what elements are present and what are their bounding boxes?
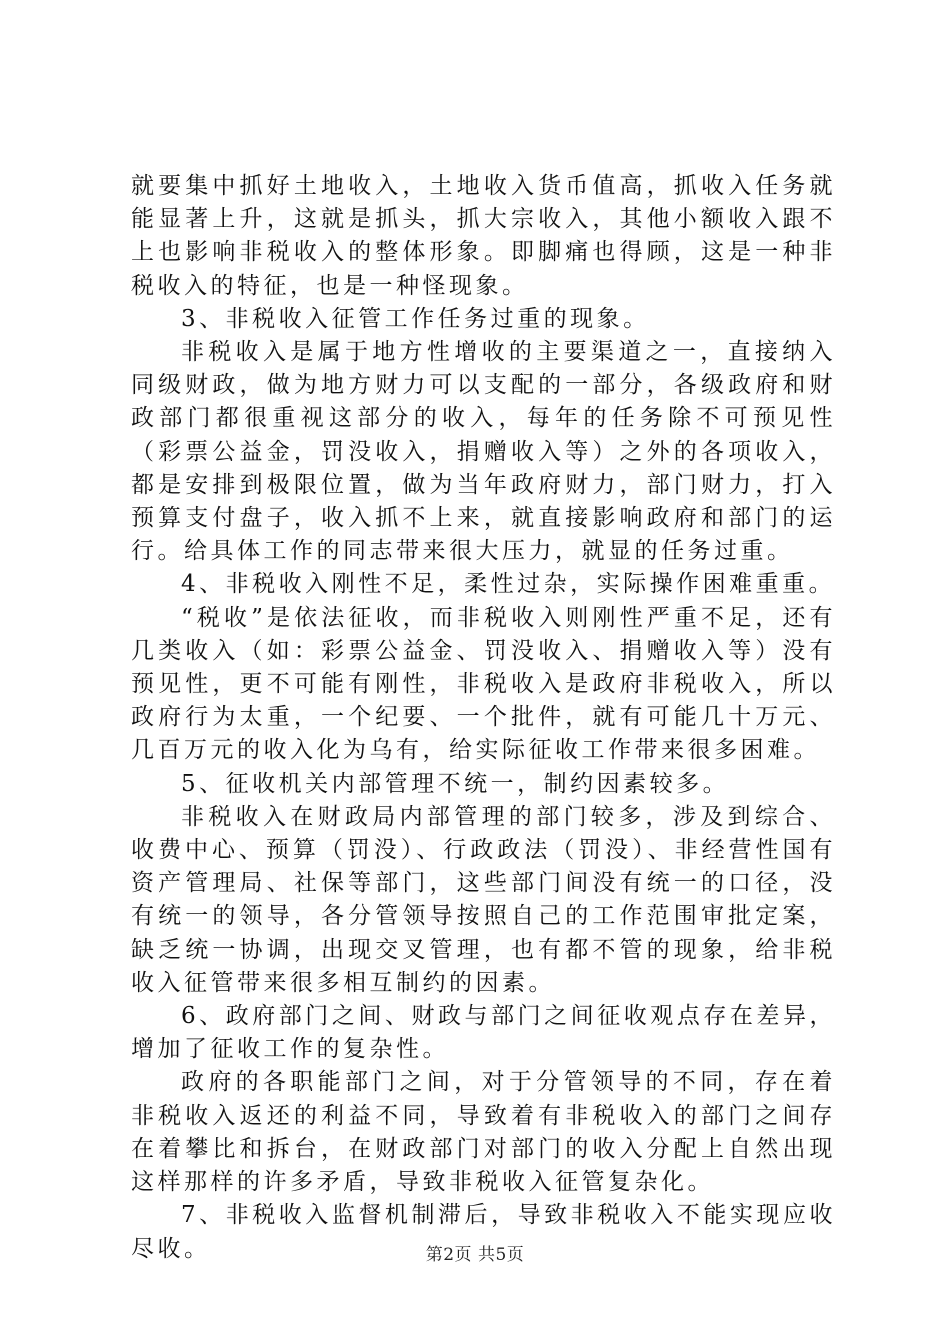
page-number-footer: 第2页 共5页: [425, 1245, 525, 1265]
heading-item-6: 6、政府部门之间、财政与部门之间征收观点存在差异，增加了征收工作的复杂性。: [131, 1003, 836, 1063]
paragraph-5: “税收”是依法征收，而非税收入则刚性严重不足，还有几类收入（如：彩票公益金、罚没收入、捐赠收入等）没有预见性，更不可能有刚性，非税收入是政府非税收入，所以政府行为太重，一个纪要、一个批件，就有可能几十万元、几百万元的收入化为乌有，给实际征收工作带来很多困难。: [131, 604, 836, 764]
paragraph-3: 非税收入是属于地方性增收的主要渠道之一，直接纳入同级财政，做为地方财力可以支配的一部分，各级政府和财政部门都很重视这部分的收入，每年的任务除不可预见性（彩票公益金，罚没收入，捐赠收入等）之外的各项收入，都是安排到极限位置，做为当年政府财力，部门财力，打入预算支付盘子，收入抓不上来，就直接影响政府和部门的运行。给具体工作的同志带来很大压力，就显的任务过重。: [131, 339, 836, 565]
heading-item-4: 4、非税收入刚性不足，柔性过杂，实际操作困难重重。: [181, 571, 836, 598]
paragraph-9: 政府的各职能部门之间，对于分管领导的不同，存在着非税收入返还的利益不同，导致着有非税收入的部门之间存在着攀比和拆台，在财政部门对部门的收入分配上自然出现这样那样的许多矛盾，导致非税收入征管复杂化。: [131, 1069, 836, 1196]
paragraph-1: 就要集中抓好土地收入，土地收入货币值高，抓收入任务就能显著上升，这就是抓头，抓大宗收入，其他小额收入跟不上也影响非税收入的整体形象。即脚痛也得顾，这是一种非税收入的特征，也是一种怪现象。: [131, 173, 836, 299]
heading-item-7: 7、非税收入监督机制滞后，导致非税收入不能实现应收尽收。: [131, 1202, 836, 1262]
paragraph-7: 非税收入在财政局内部管理的部门较多，涉及到综合、收费中心、预算（罚没）、行政政法（罚没）、非经营性国有资产管理局、社保等部门，这些部门间没有统一的口径，没有统一的领导，各分管领导按照自己的工作范围审批定案，缺乏统一协调，出现交叉管理，也有都不管的现象，给非税收入征管带来很多相互制约的因素。: [131, 803, 836, 996]
document-body: [131, 170, 836, 1266]
heading-item-5: 5、征收机关内部管理不统一，制约因素较多。: [181, 770, 730, 797]
heading-item-3: 3、非税收入征管工作任务过重的现象。: [181, 305, 650, 332]
